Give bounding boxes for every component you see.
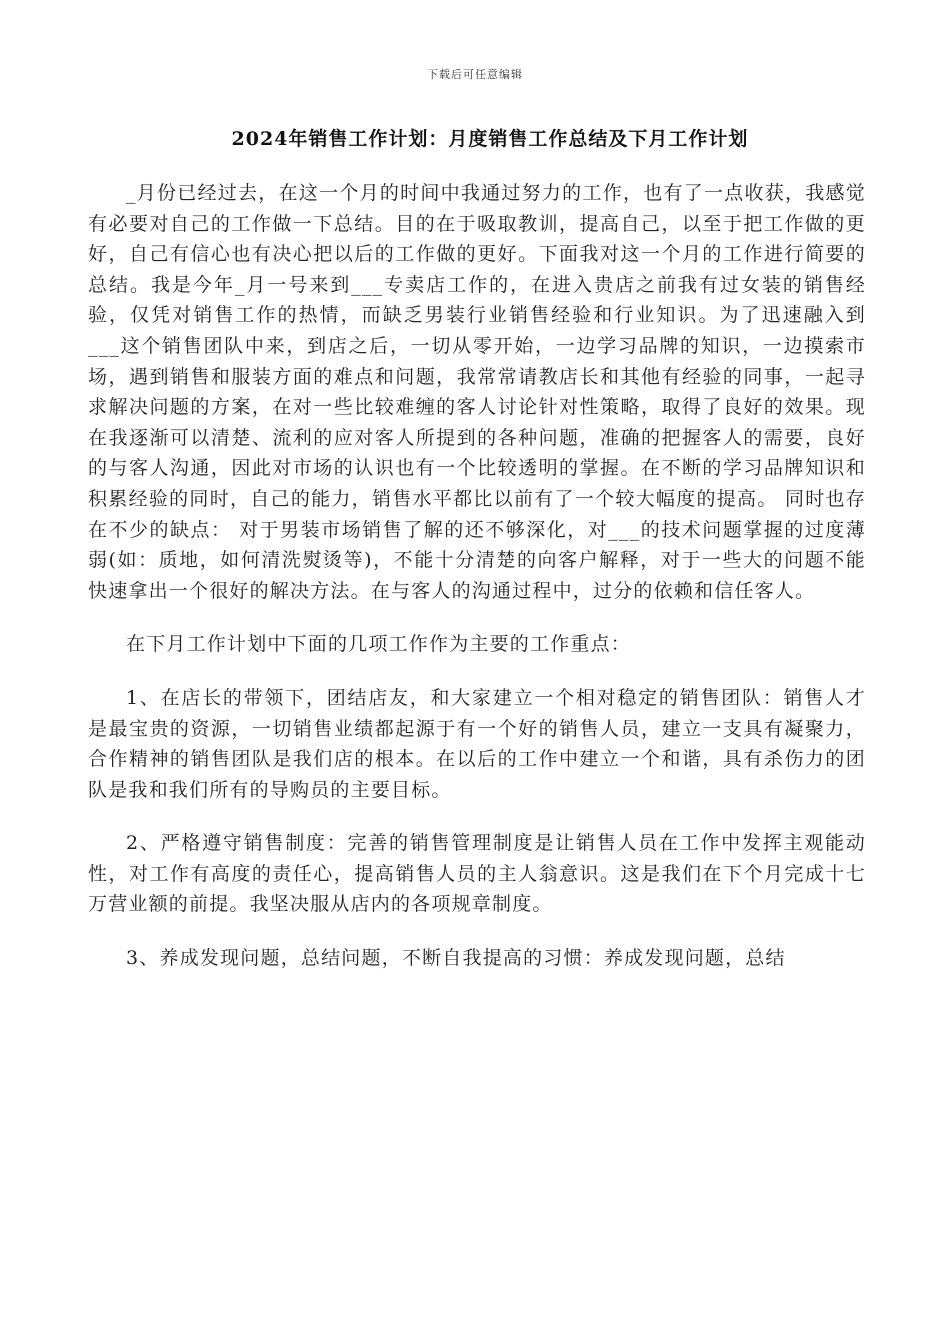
paragraph-item-3: 3、养成发现问题，总结问题，不断自我提高的习惯：养成发现问题，总结 <box>126 947 786 970</box>
paragraph-item-2: 2、严格遵守销售制度：完善的销售管理制度是让销售人员在工作中发挥主观能动性，对工作有高度的责任心，提高销售人员的主人翁意识。这是我们在下个月完成十七万营业额的前提。我坚决服从店内的各项规章制度。 <box>88 832 866 916</box>
header-note: 下载后可任意编辑 <box>427 68 523 81</box>
paragraph-summary: _月份已经过去，在这一个月的时间中我通过努力的工作，也有了一点收获，我感觉有必要对自己的工作做一下总结。目的在于吸取教训，提高自己，以至于把工作做的更好，自己有信心也有决心把以后的工作做的更好。下面我对这一个月的工作进行简要的总结。我是今年_月一号来到___专卖店工作的，在进入贵店之前我有过女装的销售经验，仅凭对销售工作的热情，而缺乏男装行业销售经验和行业知识。为了迅速融入到___这个销售团队中来，到店之后，一切从零开始，一边学习品牌的知识，一边摸索市场，遇到销售和服装方面的难点和问题，我常常请教店长和其他有经验的同事，一起寻求解决问题的方案，在对一些比较难缠的客人讨论针对性策略，取得了良好的效果。现在我逐渐可以清楚、流利的应对客人所提到的各种问题，准确的把握客人的需要，良好的与客人沟通，因此对市场的认识也有一个比较透明的掌握。在不断的学习品牌知识和积累经验的同时，自己的能力，销售水平都比以前有了一个较大幅度的提高。 同时也存在不少的缺点： 对于男装市场销售了解的还不够深化，对___的技术问题掌握的过度薄弱(如：质地，如何清洗熨烫等)，不能十分清楚的向客户解释，对于一些大的问题不能快速拿出一个很好的解决方法。在与客人的沟通过程中，过分的依赖和信任客人。 <box>88 182 866 602</box>
document-title: 2024年销售工作计划：月度销售工作总结及下月工作计划 <box>231 128 749 150</box>
paragraph-item-1: 1、在店长的带领下，团结店友，和大家建立一个相对稳定的销售团队：销售人才是最宝贵的资源，一切销售业绩都起源于有一个好的销售人员，建立一支具有凝聚力，合作精神的销售团队是我们店的根本。在以后的工作中建立一个和谐，具有杀伤力的团队是我和我们所有的导购员的主要目标。 <box>88 686 866 801</box>
document-body <box>88 178 866 974</box>
paragraph-plan-intro: 在下月工作计划中下面的几项工作作为主要的工作重点： <box>126 633 632 656</box>
